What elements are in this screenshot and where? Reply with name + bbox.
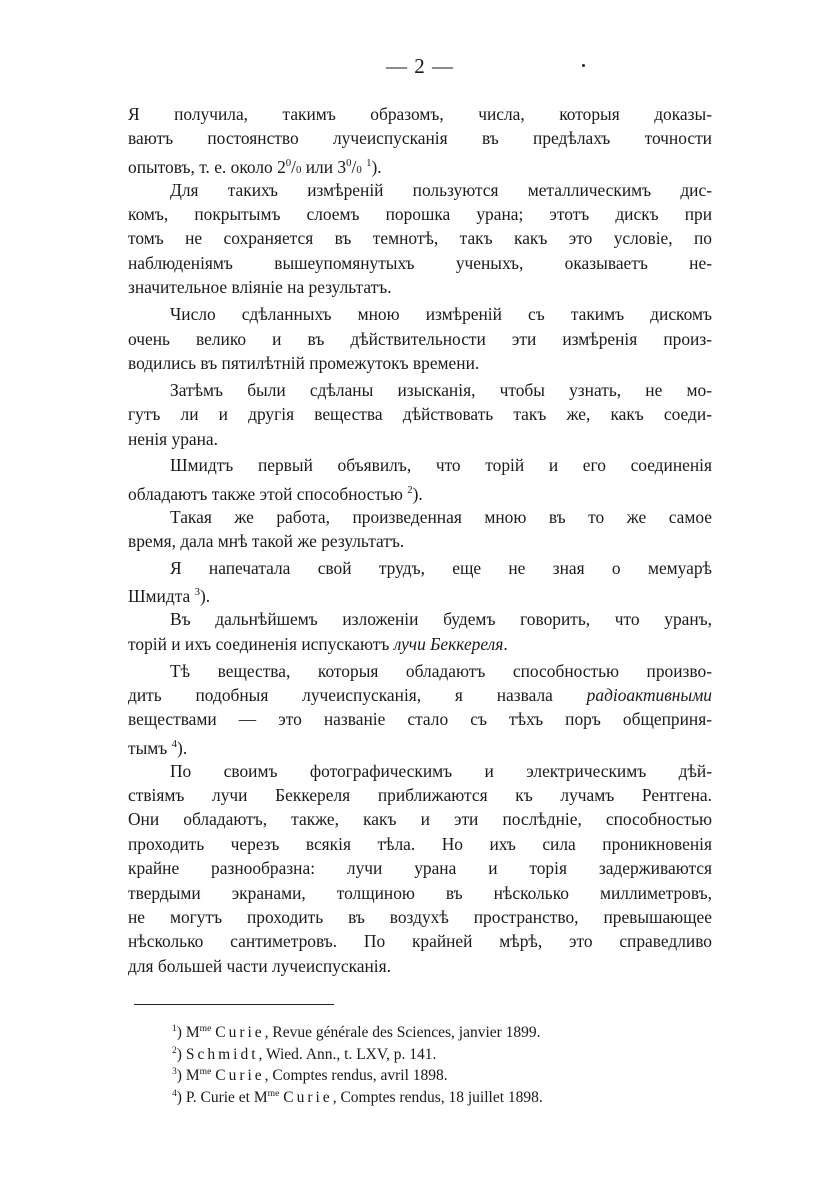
text-line: [128, 580, 712, 607]
text-segment: me: [267, 1087, 280, 1099]
text-line: [128, 759, 712, 783]
text-line: [128, 178, 712, 202]
text-segment: Для такихъ измѣреній пользуются металлическимъ дис-: [170, 179, 712, 200]
text-line: [128, 275, 712, 299]
text-segment: /: [291, 156, 296, 177]
text-segment: Я получила, такимъ образомъ, числа, которыя доказы-: [128, 104, 712, 124]
text-line: [128, 202, 712, 226]
text-line: [128, 783, 712, 807]
text-line: [128, 683, 712, 707]
text-segment: ): [176, 1045, 186, 1063]
text-line: [128, 351, 712, 375]
text-segment: , Comptes rendus, avril 1898.: [264, 1067, 448, 1085]
text-line: [128, 905, 712, 929]
text-line: [128, 302, 712, 326]
text-line: [128, 607, 712, 631]
text-segment: не могутъ проходить въ воздухѣ пространство, превышающее: [128, 907, 712, 927]
text-segment: веществами — это названіе стало съ тѣхъ поръ общеприня-: [128, 709, 712, 730]
text-line: [128, 427, 712, 451]
text-segment: проходить черезъ всякія тѣла. Но ихъ сила проникновенія: [128, 833, 712, 854]
page-number: — 2 —: [386, 54, 454, 78]
text-segment: ).: [371, 156, 382, 177]
text-segment: ).: [199, 586, 211, 607]
text-segment: Тѣ вещества, которыя обладаютъ способностью произво-: [170, 660, 712, 681]
print-speck: [582, 64, 585, 67]
text-segment: ).: [177, 737, 188, 758]
text-segment: 1: [172, 1023, 177, 1034]
footnote: [172, 1040, 692, 1062]
text-segment: для большей части лучеиспусканія.: [128, 955, 391, 976]
text-segment: очень велико и въ дѣйствительности эти измѣренія произ-: [128, 328, 712, 349]
text-segment: 2: [172, 1044, 177, 1056]
footnote-divider: [134, 1004, 334, 1005]
text-segment: 0: [285, 156, 292, 169]
text-line: [128, 807, 712, 831]
text-line: [128, 856, 712, 880]
text-segment: Число сдѣланныхъ мною измѣреній съ такимъ дискомъ: [170, 304, 712, 325]
text-segment: Они обладаютъ, также, какъ и эти послѣдніе, способностью: [128, 809, 712, 830]
text-segment: время, дала мнѣ такой же результатъ.: [128, 531, 405, 552]
text-line: [128, 929, 712, 953]
text-segment: Schmidt: [185, 1045, 259, 1063]
text-segment: Шмидта: [128, 586, 195, 607]
text-segment: , Wied. Ann., t. LXV, p. 141.: [258, 1045, 437, 1063]
text-line: [128, 102, 712, 126]
text-line: [128, 881, 712, 905]
text-line: [128, 327, 712, 351]
text-segment: Въ дальнѣйшемъ изложеніи будемъ говорить, что уранъ,: [170, 609, 712, 630]
text-segment: томъ не сохраняется въ темнотѣ, такъ какъ это условіе, по: [128, 228, 712, 249]
text-segment: 0: [296, 163, 302, 176]
text-segment: Curie: [215, 1067, 265, 1085]
text-segment: значительное вліяніе на результатъ.: [128, 277, 392, 298]
text-line: [128, 505, 712, 529]
text-segment: дить подобныя лучеиспусканія, я назвала: [128, 684, 587, 705]
text-segment: или 3: [301, 156, 347, 177]
text-segment: водились въ пятилѣтній промежутокъ времени.: [128, 352, 480, 373]
text-segment: 1: [366, 156, 372, 169]
text-line: [128, 151, 712, 175]
text-segment: Curie: [215, 1024, 265, 1042]
text-line: [128, 251, 712, 275]
text-segment: .: [503, 633, 508, 654]
text-segment: наблюденіямъ вышеупомянутыхъ ученыхъ, оказываетъ не-: [128, 252, 712, 273]
text-segment: Затѣмъ были сдѣланы изысканія, чтобы узнать, не мо-: [170, 379, 712, 400]
text-segment: 3: [194, 586, 200, 599]
footnote: [172, 1083, 692, 1105]
text-line: [128, 226, 712, 250]
text-segment: Я напечатала свой трудъ, еще не зная о мемуарѣ: [170, 558, 712, 579]
text-line: [128, 832, 712, 856]
text-segment: По своимъ фотографическимъ и электрическимъ дѣй-: [170, 760, 712, 781]
text-segment: твердыми экранами, толщиною въ нѣсколько миллиметровъ,: [128, 882, 712, 903]
body-text: [128, 102, 712, 978]
text-segment: радіоактивными: [586, 684, 712, 705]
text-segment: ствіямъ лучи Беккереля приближаются къ лучамъ Рентгена.: [128, 785, 712, 806]
text-segment: /: [351, 156, 357, 177]
text-line: [128, 659, 712, 683]
text-line: [128, 126, 712, 150]
text-segment: me: [199, 1066, 212, 1077]
text-line: [128, 632, 712, 656]
text-segment: 3: [172, 1066, 177, 1077]
text-segment: ).: [412, 483, 423, 504]
text-segment: ) M: [176, 1067, 200, 1085]
text-segment: Такая же работа, произведенная мною въ то же самое: [170, 506, 712, 527]
text-line: [128, 954, 712, 978]
text-segment: крайне разнообразна: лучи урана и торія задерживаются: [128, 858, 712, 879]
text-line: [128, 732, 712, 756]
text-segment: 4: [171, 737, 178, 750]
text-line: [128, 556, 712, 580]
text-segment: , Comptes rendus, 18 juillet 1898.: [332, 1088, 543, 1106]
text-segment: тымъ: [128, 737, 172, 758]
text-segment: Шмидтъ первый объявилъ, что торій и его соединенія: [170, 455, 712, 476]
footnotes: [172, 1018, 692, 1104]
text-segment: лучи Беккереля: [393, 633, 504, 654]
text-segment: 4: [172, 1087, 177, 1099]
text-segment: торій и ихъ соединенія испускаютъ: [128, 633, 394, 654]
text-segment: 0: [356, 163, 362, 176]
text-segment: ) P. Curie et M: [176, 1088, 268, 1106]
text-segment: Curie: [283, 1088, 333, 1106]
text-line: [128, 378, 712, 402]
text-segment: комъ, покрытымъ слоемъ порошка урана; этотъ дискъ при: [128, 204, 712, 225]
text-segment: 0: [346, 156, 352, 169]
text-segment: ) M: [176, 1024, 200, 1042]
footnote: [172, 1061, 692, 1083]
text-segment: ненія урана.: [128, 428, 218, 449]
text-segment: нѣсколько сантиметровъ. По крайней мѣрѣ, это справедливо: [128, 931, 712, 952]
text-line: [128, 478, 712, 502]
text-line: [128, 707, 712, 731]
text-segment: гутъ ли и другія вещества дѣйствовать такъ же, какъ соеди-: [128, 404, 712, 425]
text-line: [128, 402, 712, 426]
text-segment: 2: [407, 483, 413, 496]
footnote: [172, 1018, 692, 1040]
text-line: [128, 529, 712, 553]
text-segment: опытовъ, т. е. около 2: [128, 156, 286, 177]
text-segment: me: [199, 1023, 212, 1034]
text-segment: ваютъ постоянство лучеиспусканія въ предѣлахъ точности: [128, 128, 712, 149]
text-segment: , Revue générale des Sciences, janvier 1899.: [264, 1024, 541, 1042]
text-segment: обладаютъ также этой способностью: [128, 483, 408, 504]
text-line: [128, 453, 712, 477]
